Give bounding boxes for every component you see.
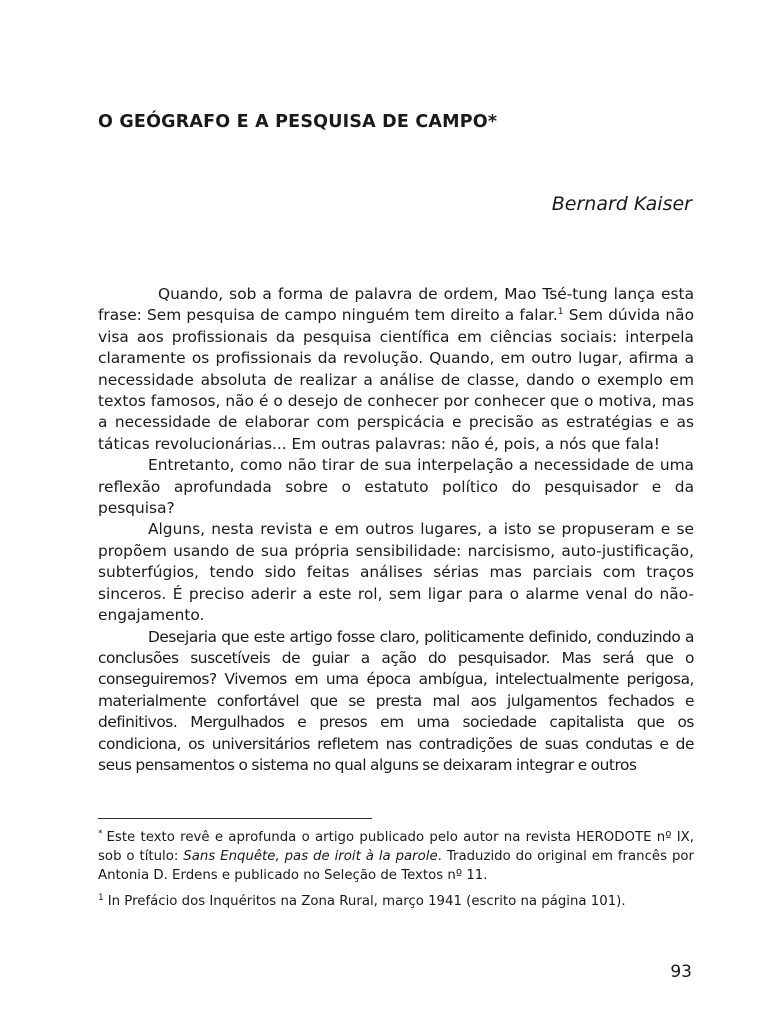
footnote-ref-1: 1 <box>557 307 564 318</box>
article-body <box>98 284 694 776</box>
author-name: Bernard Kaiser <box>551 193 692 215</box>
paragraph-4: Desejaria que este artigo fosse claro, politicamente definido, conduzindo a conclusões suscetíveis de guiar a ação do pesquisador. Mas será que o conseguiremos? Vivemos em uma época ambígua, intelectualmente perigosa, materialmente confortável que se presta mal aos julgamentos fechados e definitivos. Mergulhados e presos em uma sociedade capitalista que os condiciona, os universitários refletem nas contradições de suas condutas e de seus pensamentos o sistema no qual alguns se deixaram integrar e outros <box>98 627 694 774</box>
footnote-1-text: In Prefácio dos Inquéritos na Zona Rural, março 1941 (escrito na página 101). <box>107 893 626 909</box>
footnote-divider <box>98 818 372 819</box>
footnote-star <box>98 828 694 886</box>
paragraph-1-start: Quando, sob a forma de palavra de ordem, Mao Tsé-tung lança esta frase: Sem pesquisa de campo ninguém tem direito a falar. <box>98 285 694 325</box>
footnote-1-mark: 1 <box>98 892 104 903</box>
footnotes <box>98 828 694 917</box>
footnote-star-text-2: . Traduzido do original em francês por Antonia D. Erdens e publicado no Seleção de Textos nº 11. <box>98 849 694 884</box>
footnote-1 <box>98 892 694 911</box>
paragraph-3: Alguns, nesta revista e em outros lugares, a isto se propuseram e se propõem usando de sua própria sensibilidade: narcisismo, auto-justificação, subterfúgios, tendo sido feitas análises sérias mas parciais com traços sinceros. É preciso aderir a este rol, sem ligar para o alarme venal do não-engajamento. <box>98 520 694 625</box>
footnote-star-text-1: Este texto revê e aprofunda o artigo publicado pelo autor na revista HERODOTE nº IX, sob o título: <box>98 830 694 865</box>
footnote-star-title: Sans Enquête, pas de iroit à la parole <box>183 849 438 865</box>
paragraph-1-rest: Sem dúvida não visa aos profissionais da pesquisa científica em ciências sociais: interpela claramente os profissionais da revolução. Quando, em outro lugar, afirma a necessidade absoluta de realizar a análise de classe, dando o exemplo em textos famosos, não é o desejo de conhecer por conhecer que o motiva, mas a necessidade de elaborar com perspicácia e precisão as estratégias e as táticas revolucionárias... Em outras palavras: não é, pois, a nós que fala! <box>98 306 695 453</box>
paragraph-1 <box>98 284 694 455</box>
page-number: 93 <box>670 962 692 982</box>
footnote-star-mark: * <box>98 829 103 839</box>
paragraph-2: Entretanto, como não tirar de sua interpelação a necessidade de uma reflexão aprofundada sobre o estatuto político do pesquisador e da pesquisa? <box>98 456 694 518</box>
article-title: O GEÓGRAFO E A PESQUISA DE CAMPO* <box>98 112 498 132</box>
